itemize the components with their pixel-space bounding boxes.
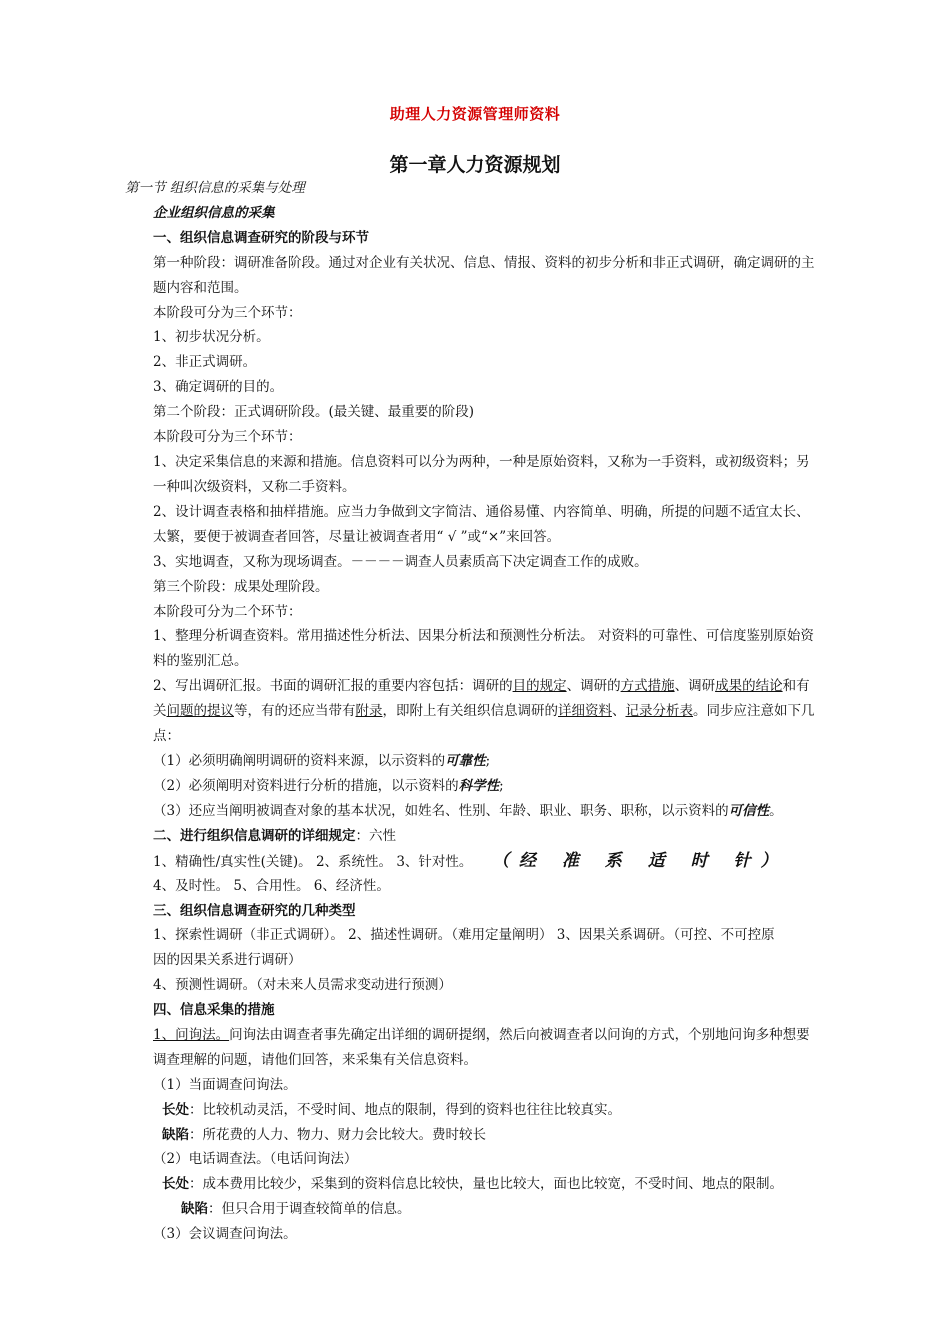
document-header: 助理人力资源管理师资料 [389, 105, 561, 123]
list-item: 2、写出调研汇报。书面的调研汇报的重要内容包括：调研的目的规定、调研的方式措施、调研成果的结论和有 [153, 678, 810, 694]
list-item: （2）电话调查法。（电话问询法） [153, 1151, 358, 1167]
list-item: （3）会议调查问询法。 [153, 1226, 297, 1242]
list-item: 2、设计调查表格和抽样措施。应当力争做到文字简洁、通俗易懂、内容简单、明确，所提的问题不适宜太长、 [153, 504, 810, 520]
list-item: 2、非正式调研。 [153, 354, 257, 370]
list-item: 关问题的提议等，有的还应当带有附录，即附上有关组织信息调研的详细资料、记录分析表。同步应注意如下几 [153, 703, 815, 719]
list-item: 4、及时性。 5、合用性。 6、经济性。 [153, 878, 390, 894]
list-item: 一种叫次级资料，又称二手资料。 [153, 479, 356, 495]
list-item: 点： [153, 728, 180, 744]
list-item: 料的鉴别汇总。 [153, 653, 248, 669]
paragraph: 第一种阶段：调研准备阶段。通过对企业有关状况、信息、情报、资料的初步分析和非正式调研，确定调研的主 [153, 255, 815, 271]
list-item: 长处：成本费用比较少，采集到的资料信息比较快，量也比较大，面也比较宽，不受时间、地点的限制。 [162, 1176, 783, 1192]
section-heading: 第一节 组织信息的采集与处理 [125, 180, 305, 196]
list-item: 1、决定采集信息的来源和措施。信息资料可以分为两种，一种是原始资料，又称为一手资料，或初级资料；另 [153, 454, 810, 470]
list-item: 1、问询法。问询法由调查者事先确定出详细的调研提纲，然后向被调查者以问询的方式，个别地问询多种想要 [153, 1027, 810, 1043]
heading-4: 四、信息采集的措施 [153, 1002, 275, 1018]
paragraph: 第二个阶段：正式调研阶段。(最关键、最重要的阶段) [153, 404, 475, 420]
list-item: 调查理解的问题，请他们回答，来采集有关信息资料。 [153, 1052, 477, 1068]
list-item: 3、实地调查，又称为现场调查。－－－－调查人员素质高下决定调查工作的成败。 [153, 554, 648, 570]
heading-2: 二、进行组织信息调研的详细规定：六性 [153, 828, 396, 844]
mnemonic: （经 准 系 适 时 针） [500, 851, 788, 871]
list-item: 缺陷：但只合用于调查较简单的信息。 [181, 1201, 411, 1217]
list-item: 1、初步状况分析。 [153, 329, 270, 345]
list-item: 1、整理分析调查资料。常用描述性分析法、因果分析法和预测性分析法。 对资料的可靠性、可信度鉴别原始资 [153, 628, 814, 644]
list-item: （1）必须明确阐明调研的资料来源，以示资料的可靠性; [153, 753, 491, 769]
heading-3: 三、组织信息调查研究的几种类型 [153, 903, 356, 919]
list-item: 因的因果关系进行调研） [153, 952, 302, 968]
subsection-heading: 企业组织信息的采集 [153, 205, 275, 221]
paragraph: 本阶段可分为三个环节： [153, 429, 302, 445]
list-item: （1）当面调查问询法。 [153, 1077, 297, 1093]
paragraph: 本阶段可分为二个环节： [153, 604, 302, 620]
list-item: 4、预测性调研。（对未来人员需求变动进行预测） [153, 977, 452, 993]
list-item: 1、精确性/真实性(关键)。 2、系统性。 3、针对性。 （经 准 系 适 时 针） [153, 851, 788, 871]
paragraph: 本阶段可分为三个环节： [153, 305, 302, 321]
chapter-title: 第一章人力资源规划 [389, 154, 561, 176]
paragraph: 题内容和范围。 [153, 280, 248, 296]
list-item: 缺陷：所花费的人力、物力、财力会比较大。费时较长 [162, 1127, 486, 1143]
paragraph: 第三个阶段：成果处理阶段。 [153, 579, 329, 595]
list-item: （2）必须阐明对资料进行分析的措施，以示资料的科学性; [153, 778, 504, 794]
heading-1: 一、组织信息调查研究的阶段与环节 [153, 230, 369, 246]
list-item: （3）还应当阐明被调查对象的基本状况，如姓名、性别、年龄、职业、职务、职称，以示资料的可信性。 [153, 803, 783, 819]
list-item: 长处：比较机动灵活，不受时间、地点的限制，得到的资料也往往比较真实。 [162, 1102, 621, 1118]
list-item: 1、探索性调研（非正式调研）。 2、描述性调研。（难用定量阐明） 3、因果关系调研。（可控、不可控原 [153, 927, 775, 943]
list-item: 3、确定调研的目的。 [153, 379, 284, 395]
list-item: 太繁，要便于被调查者回答，尽量让被调查者用“ √ ”或“×”来回答。 [153, 529, 561, 545]
